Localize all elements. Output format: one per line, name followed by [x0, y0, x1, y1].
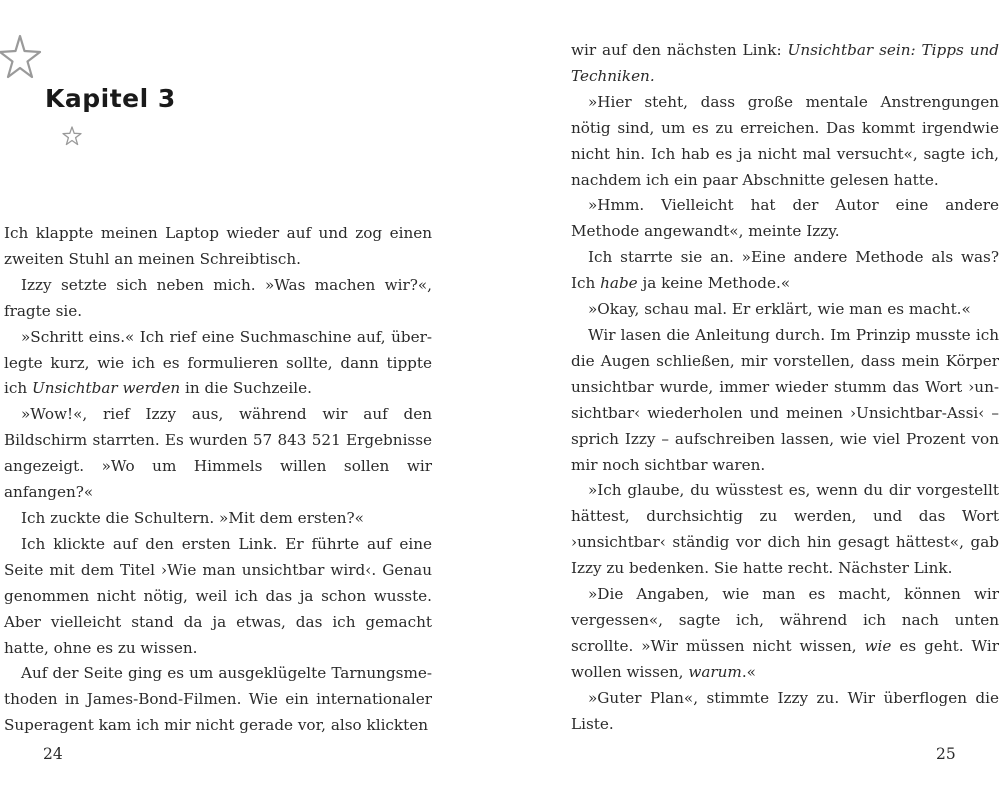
page-number-right: 25: [936, 745, 956, 763]
text-run: Ich zuckte die Schultern. »Mit dem ersten?«: [21, 508, 364, 527]
chapter-title: Kapitel 3: [45, 84, 176, 113]
text-run: .«: [741, 662, 756, 681]
paragraph: [4, 532, 432, 662]
italic-run: warum: [688, 662, 742, 681]
text-run: »Hier steht, dass große mentale Anstrengungen nötig sind, um es zu erreichen. Das kommt irgendwie nicht hin. Ich hab es ja nicht mal versucht«, sagte ich, nachdem ich ein paar Abschnitte gelesen hatte.: [571, 92, 999, 189]
page-number-left: 24: [43, 745, 63, 763]
text-run: Ich klickte auf den ersten Link. Er führte auf eine Seite mit dem Titel ›Wie man unsichtbar wird‹. Genau genommen nicht nötig, weil ich das ja schon wusste. Aber vielleicht stand da ja etwas, das ich gemacht hatte, ohne es zu wissen.: [4, 534, 432, 657]
italic-run: Unsichtbar werden: [31, 379, 181, 398]
text-run: »Ich glaube, du wüsstest es, wenn du dir vorgestellt hättest, durchsichtig zu werden, und das Wort ›unsichtbar‹ ständig vor dich hin gesagt hättest«, gab Izzy zu bedenken. Sie hatte recht. Nächster Link.: [571, 481, 999, 578]
text-run: in die Suchzeile.: [180, 379, 312, 398]
text-run: ja keine Methode.«: [637, 274, 791, 293]
paragraph: [4, 273, 432, 325]
right-body-text: [571, 38, 999, 737]
italic-run: Unsichtbar sein: Tipps und Techniken.: [571, 41, 999, 85]
paragraph: [571, 323, 999, 478]
paragraph: [571, 686, 999, 738]
paragraph: [4, 325, 432, 403]
paragraph: [4, 402, 432, 506]
text-run: Ich starrte sie an. »Eine andere Methode als was? Ich: [571, 248, 999, 293]
italic-run: habe: [600, 274, 638, 293]
right-page: [500, 0, 1000, 800]
large-star-icon: [0, 32, 44, 82]
text-run: wir auf den nächsten Link:: [571, 41, 788, 59]
paragraph: [4, 221, 432, 273]
paragraph: [571, 193, 999, 245]
paragraph: [571, 90, 999, 194]
text-run: »Die Angaben, wie man es macht, können wir vergessen«, sagte ich, während ich nach unten scrollte. »Wir müssen nicht wissen,: [571, 585, 999, 655]
left-body-text: [4, 221, 432, 739]
text-run: Izzy setzte sich neben mich. »Was machen wir?«, fragte sie.: [4, 275, 432, 320]
paragraph: [571, 478, 999, 582]
italic-run: wie: [864, 636, 892, 655]
paragraph: [4, 506, 432, 532]
paragraph: [571, 297, 999, 323]
text-run: »Wow!«, rief Izzy aus, während wir auf den Bildschirm starrten. Es wurden 57 843 521 Ergebnisse angezeigt. »Wo um Himmels willen sollen wir anfangen?«: [4, 405, 432, 502]
text-run: Ich klappte meinen Laptop wieder auf und zog einen zweiten Stuhl an meinen Schreibtisch.: [4, 224, 432, 268]
paragraph: [571, 245, 999, 297]
paragraph: [571, 38, 999, 90]
text-run: es geht. Wir wollen wissen,: [571, 636, 999, 681]
paragraph: [571, 582, 999, 686]
text-run: Wir lasen die Anleitung durch. Im Prinzip musste ich die Augen schließen, mir vorstellen, dass mein Körper unsichtbar wurde, immer wieder stumm das Wort ›unsichtbar‹ wiederholen und meinen ›Unsichtbar-Assi‹ – sprich Izzy – aufschreiben lassen, wie viel Prozent von mir noch sichtbar waren.: [571, 325, 999, 474]
text-run: »Hmm. Vielleicht hat der Autor eine andere Methode angewandt«, meinte Izzy.: [571, 196, 999, 241]
text-run: »Guter Plan«, stimmte Izzy zu. Wir überflogen die Liste.: [571, 688, 999, 733]
text-run: Auf der Seite ging es um ausgeklügelte Tarnungsmethoden in James-Bond-Filmen. Wie ein internationaler Superagent kam ich mir nicht gerade vor, also klickten: [4, 664, 432, 735]
text-run: »Okay, schau mal. Er erklärt, wie man es macht.«: [588, 300, 971, 319]
paragraph: [4, 661, 432, 739]
text-run: »Schritt eins.« Ich rief eine Suchmaschine auf, überlegte kurz, wie ich es formulieren sollte, dann tippte ich: [4, 327, 432, 398]
small-star-icon: [62, 126, 82, 146]
